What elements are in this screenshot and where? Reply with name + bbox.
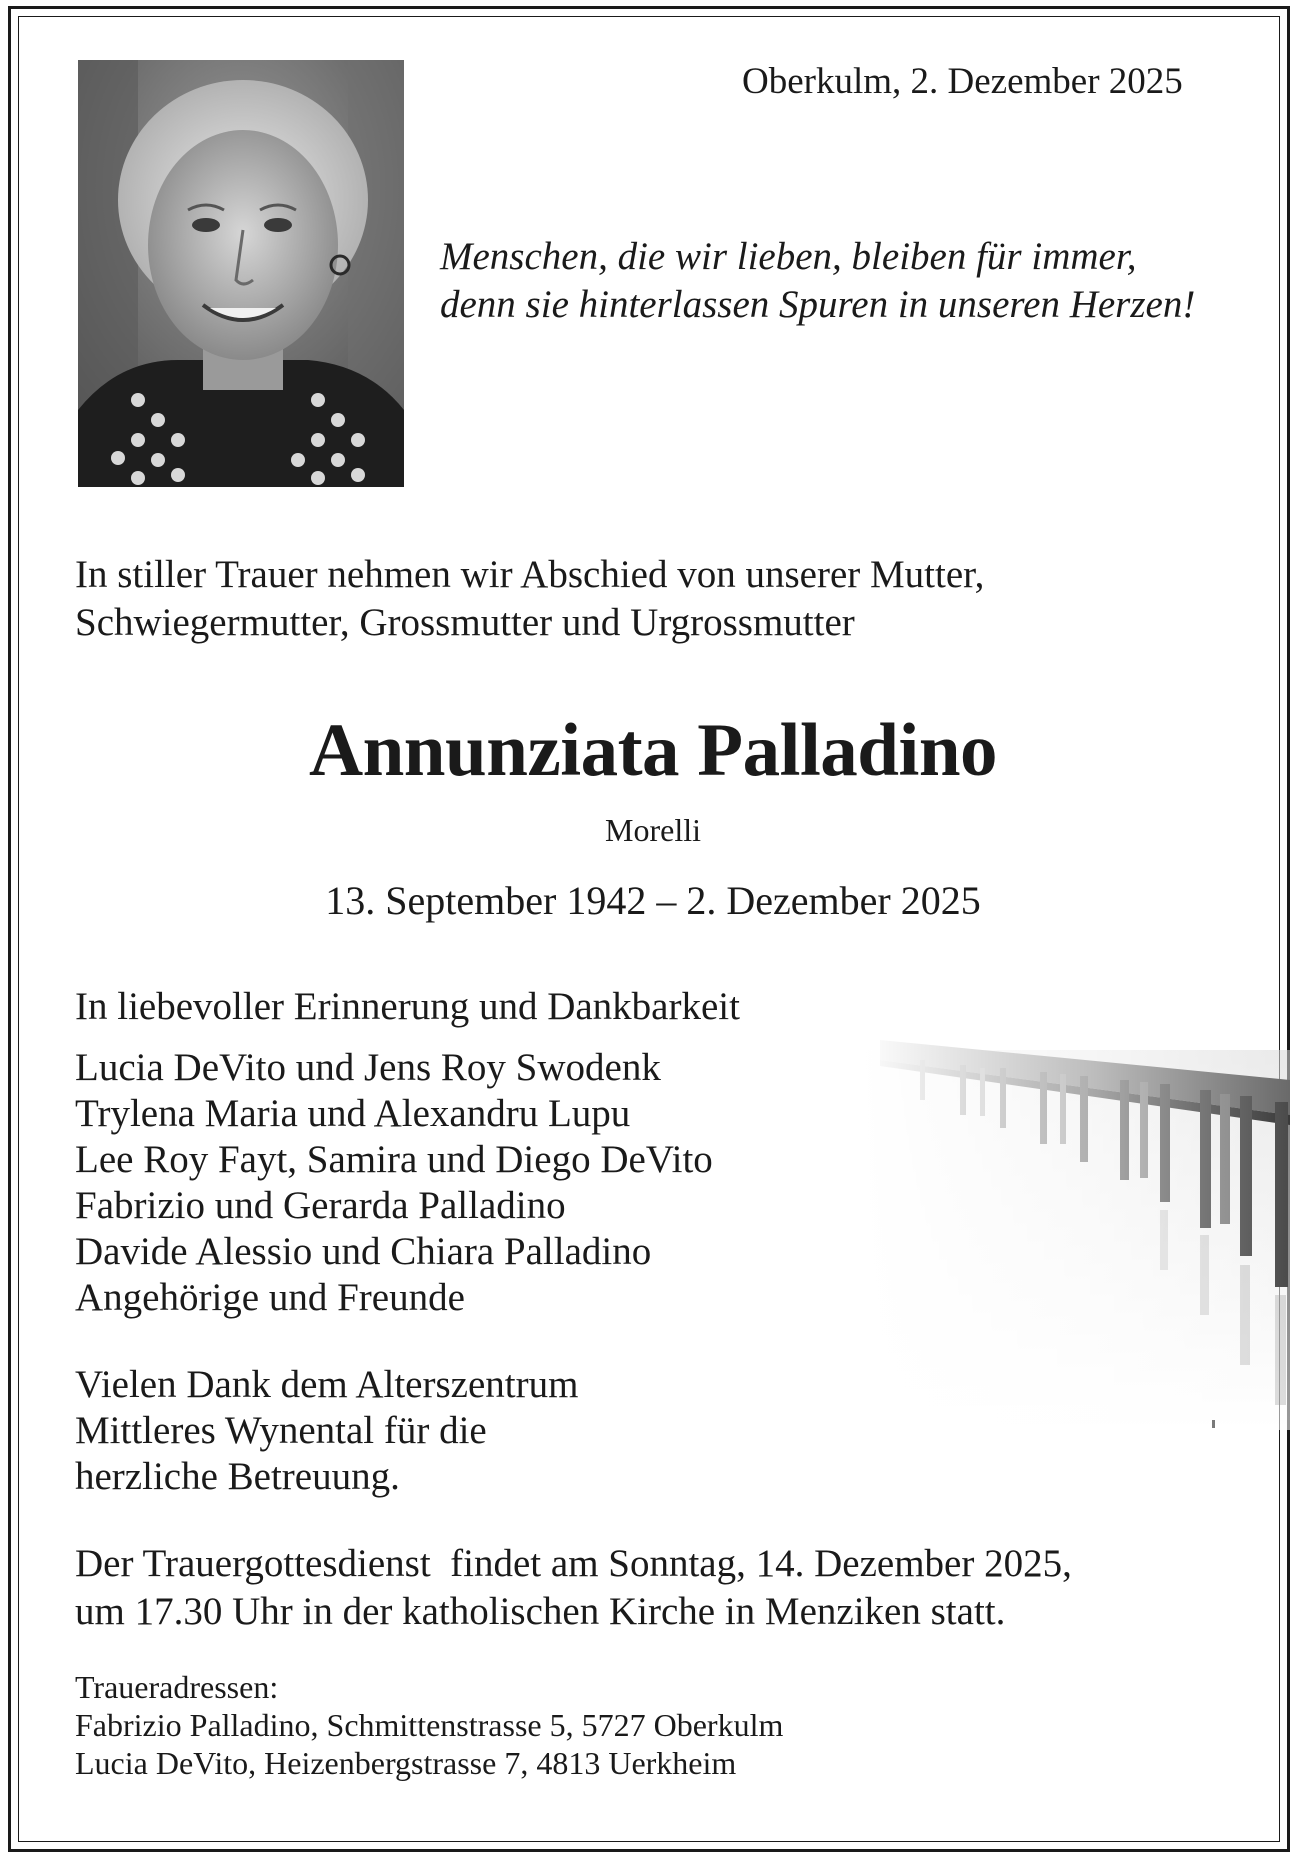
mourner: Lee Roy Fayt, Samira und Diego DeVito (75, 1138, 713, 1181)
addresses-heading: Traueradressen: (75, 1669, 279, 1705)
address-line: Fabrizio Palladino, Schmittenstrasse 5, 5727 Oberkulm (75, 1707, 784, 1743)
intro-line: In stiller Trauer nehmen wir Abschied von unserer Mutter, (75, 553, 985, 596)
quote-line: Menschen, die wir lieben, bleiben für immer, (440, 235, 1137, 278)
life-dates: 13. September 1942 – 2. Dezember 2025 (325, 878, 981, 923)
quote-line: denn sie hinterlassen Spuren in unseren Herzen! (440, 283, 1196, 326)
pier-image (860, 1010, 1290, 1430)
deceased-name: Annunziata Palladino (308, 709, 998, 792)
place-date: Oberkulm, 2. Dezember 2025 (742, 61, 1183, 102)
intro-line: Schwiegermutter, Grossmutter und Urgrossmutter (75, 601, 855, 644)
service-line: um 17.30 Uhr in der katholischen Kirche in Menziken statt. (75, 1590, 1006, 1633)
mourner: Lucia DeVito und Jens Roy Swodenk (75, 1046, 661, 1089)
service-info (75, 1540, 1072, 1636)
mourner: Angehörige und Freunde (75, 1276, 465, 1319)
mourner: Davide Alessio und Chiara Palladino (75, 1230, 652, 1273)
address-line: Lucia DeVito, Heizenbergstrasse 7, 4813 Uerkheim (75, 1745, 737, 1781)
memorial-quote (440, 233, 1195, 329)
mourner: Fabrizio und Gerarda Palladino (75, 1184, 566, 1227)
thanks-text (75, 1362, 578, 1500)
mourners-list (75, 1045, 713, 1321)
mourner: Trylena Maria und Alexandru Lupu (75, 1092, 631, 1135)
thanks-line: Mittleres Wynental für die (75, 1409, 487, 1452)
memory-line: In liebevoller Erinnerung und Dankbarkeit (75, 985, 740, 1028)
thanks-line: herzliche Betreuung. (75, 1455, 400, 1498)
portrait-photo (78, 60, 404, 487)
intro-text (75, 551, 984, 647)
service-line: Der Trauergottesdienst findet am Sonntag, 14. Dezember 2025, (75, 1542, 1072, 1585)
mourning-addresses (75, 1668, 783, 1782)
thanks-line: Vielen Dank dem Alterszentrum (75, 1363, 579, 1406)
maiden-name: Morelli (605, 812, 701, 848)
